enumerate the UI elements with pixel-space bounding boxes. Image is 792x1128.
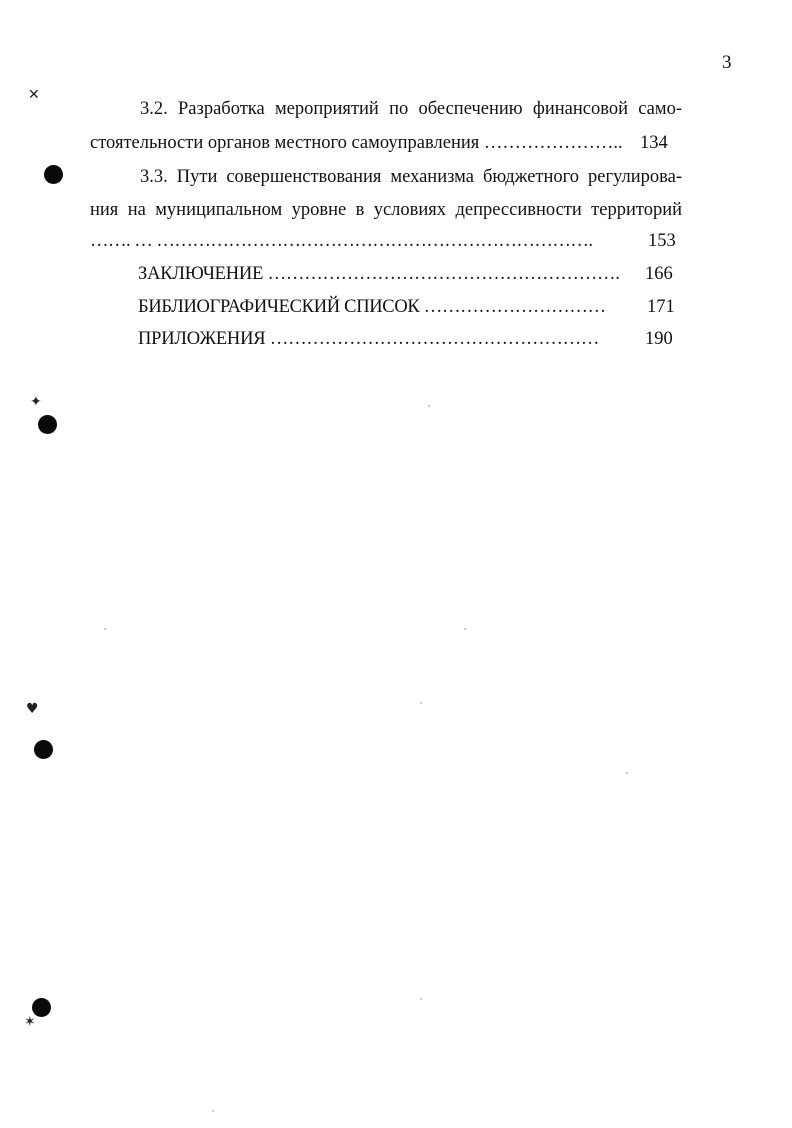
scan-speck-icon: ✦	[30, 394, 42, 410]
scan-speck-icon: ✶	[24, 1014, 36, 1030]
toc-appendices-label: ПРИЛОЖЕНИЯ ………………………………………………	[138, 329, 600, 349]
toc-appendices-page: 190	[645, 329, 673, 349]
toc-bibliography-page: 171	[647, 297, 675, 317]
toc-item-3-3-line-2: ния на муниципальном уровне в условиях депрессивности территорий	[90, 200, 682, 220]
toc-item-3-2-page: 134	[640, 133, 668, 153]
scan-speck-icon: ✕	[28, 87, 40, 103]
toc-conclusion-label: ЗАКЛЮЧЕНИЕ ………………………………………………….	[138, 264, 620, 284]
page-number: 3	[722, 52, 732, 73]
scan-dust-mark	[464, 628, 466, 630]
toc-item-3-3-line-3: ……. … ……………………………………………………………….	[90, 231, 593, 251]
toc-conclusion-page: 166	[645, 264, 673, 284]
scan-dust-mark	[428, 405, 430, 407]
punch-hole-mark	[38, 415, 57, 434]
toc-item-3-2-line-2: стоятельности органов местного самоуправления …………………..	[90, 133, 623, 153]
toc-item-3-2-line-1: 3.2. Разработка мероприятий по обеспечению финансовой само-	[140, 99, 682, 119]
scan-dust-mark	[626, 772, 628, 774]
scan-dust-mark	[420, 998, 422, 1000]
toc-item-3-3-page: 153	[648, 231, 676, 251]
punch-hole-mark	[44, 165, 63, 184]
scan-speck-icon: ♥	[26, 701, 39, 717]
toc-item-3-3-line-1: 3.3. Пути совершенствования механизма бюджетного регулирова-	[140, 167, 682, 187]
scan-dust-mark	[420, 702, 422, 704]
scan-dust-mark	[212, 1110, 214, 1112]
scan-dust-mark	[104, 628, 106, 630]
punch-hole-mark	[34, 740, 53, 759]
toc-bibliography-label: БИБЛИОГРАФИЧЕСКИЙ СПИСОК …………………………	[138, 297, 606, 317]
